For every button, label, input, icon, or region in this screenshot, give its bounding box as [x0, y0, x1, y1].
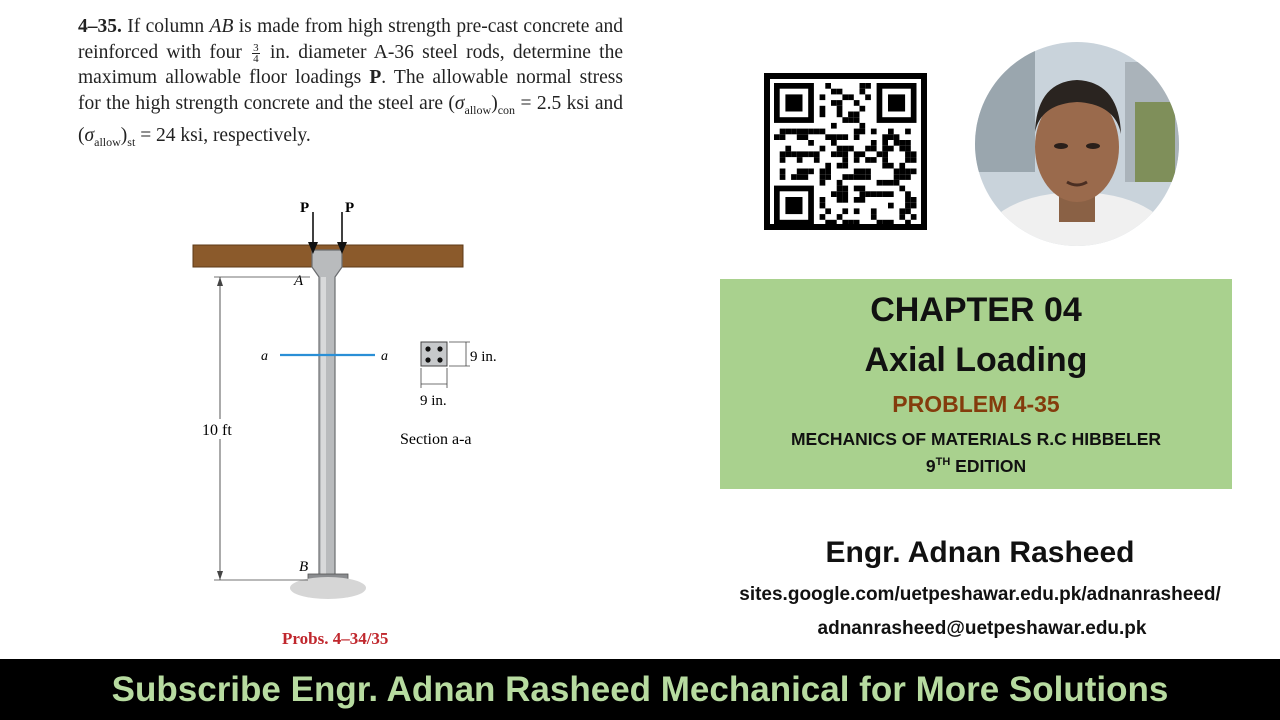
subscribe-banner: Subscribe Engr. Adnan Rasheed Mechanical for More Solutions	[0, 659, 1280, 720]
qr-code	[764, 73, 927, 230]
problem-statement: 4–35. If column AB is made from high strength pre-cast concrete and reinforced with four $\frac{3}{4}$ in. diameter A-36 steel rods, determine the maximum allowable floor loadings P. The allowable normal stress for the high strength concrete and the steel are $(\sigma_{allow})_{con} = 2.5$ ksi and $(\sigma_{allow})_{st} = 24$ ksi, respectively.	[78, 16, 623, 150]
fraction: $\frac{3}{4}$	[253, 41, 259, 65]
point-b-label: B	[299, 559, 309, 575]
column-figure	[180, 190, 520, 660]
column-shading	[321, 277, 326, 575]
section-caption: Section a-a	[400, 431, 472, 448]
column	[312, 250, 342, 575]
problem-number: 4–35.	[78, 16, 122, 37]
height-dim-arrow-down	[217, 571, 223, 580]
author-photo	[975, 42, 1179, 246]
author-website[interactable]: sites.google.com/uetpeshawar.edu.pk/adnanrasheed/	[739, 584, 1221, 605]
chapter-subtitle: Axial Loading	[864, 341, 1088, 379]
chapter-box	[720, 279, 1232, 489]
height-dim-arrow-up	[217, 277, 223, 286]
author-name: Engr. Adnan Rasheed	[825, 536, 1135, 569]
cross-section	[421, 342, 447, 366]
rod-3	[425, 357, 430, 362]
load-label-2: P	[345, 200, 355, 216]
problem-number-title: PROBLEM 4-35	[892, 391, 1060, 417]
author-email[interactable]: adnanrasheed@uetpeshawar.edu.pk	[817, 618, 1147, 639]
chapter-title: CHAPTER 04	[870, 291, 1082, 329]
section-label-left: a	[261, 349, 268, 364]
edition: 9TH EDITION	[925, 456, 1027, 476]
author-photo-illustration	[975, 42, 1179, 246]
rod-4	[437, 357, 442, 362]
figure-caption: Probs. 4–34/35	[282, 629, 389, 648]
rod-1	[425, 346, 430, 351]
load-label-1: P	[300, 200, 310, 216]
point-a-label: A	[294, 273, 304, 289]
section-width-label: 9 in.	[420, 393, 447, 409]
rod-2	[437, 346, 442, 351]
book-title: MECHANICS OF MATERIALS R.C HIBBELER	[790, 429, 1162, 449]
section-height-label: 9 in.	[470, 349, 497, 365]
qr-code-pattern	[764, 73, 927, 230]
section-label-right: a	[381, 349, 388, 364]
height-label: 10 ft	[202, 422, 232, 439]
